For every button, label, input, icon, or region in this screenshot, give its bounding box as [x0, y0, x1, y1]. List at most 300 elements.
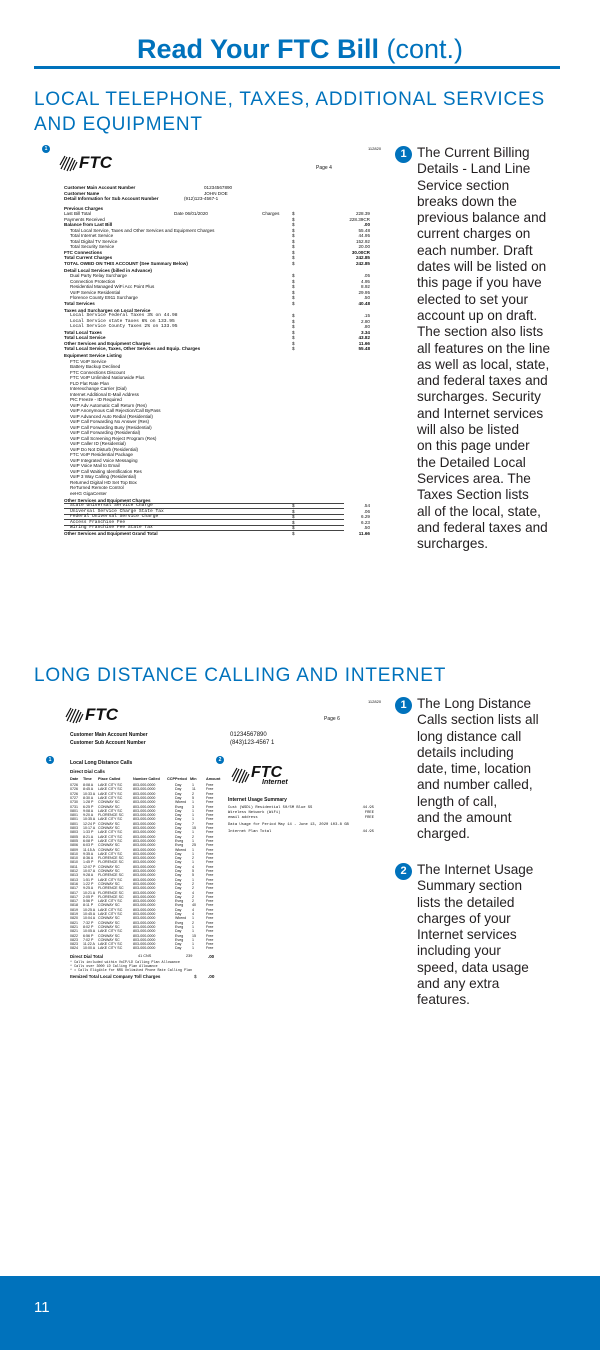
explanation-line: Details - Land Line	[417, 161, 531, 177]
bill-line-label: TOTAL OWED ON THIS ACCOUNT (See Summary Below)	[64, 260, 188, 266]
title-bold: Read Your FTC Bill	[136, 34, 379, 64]
ld-cell: 1	[192, 838, 194, 843]
internet-usage-amount: 44.95	[362, 806, 374, 810]
ld-cell: Free	[206, 813, 214, 818]
ld-cell: Free	[206, 847, 214, 852]
ld-cell: 0818	[70, 903, 78, 908]
bill-line-label: Local Service County Taxes 2% on 133.95	[70, 324, 178, 329]
ld-cell: Day	[175, 860, 182, 865]
ftc-logo-text: FTC	[251, 764, 283, 781]
ld-cell: Free	[206, 873, 214, 878]
ld-cell: Free	[206, 817, 214, 822]
ld-cell: 25	[192, 843, 196, 848]
ld-cell: LAKE CITY SC	[98, 942, 123, 947]
explanation-long-distance	[417, 696, 567, 843]
ld-cell: CONWAY SC	[98, 869, 120, 873]
ld-cell: 803-000-0000	[133, 899, 156, 904]
explanation-internet-usage	[417, 862, 567, 1009]
corner-code: 112820	[368, 146, 382, 151]
ftc-logo-swoosh-icon	[64, 704, 86, 726]
ld-cell: Free	[206, 800, 214, 805]
ld-cell: Day	[175, 881, 182, 886]
account-label: Customer Main Account Number	[70, 732, 148, 738]
ld-cell: CONWAY SC	[98, 800, 120, 805]
bill-line-label: Taxes and Surcharges on Local Service	[64, 307, 151, 313]
ld-cell: 10:17 A	[83, 826, 96, 830]
ld-cell: 803-000-0000	[133, 933, 156, 938]
ld-cell: LAKE CITY SC	[98, 817, 123, 822]
account-label: Customer Sub Account Number	[70, 740, 146, 746]
explanation-line: long distance call	[417, 728, 522, 744]
explanation-line: and the amount	[417, 810, 512, 826]
explanation-line: Summary section	[417, 878, 523, 894]
ld-cell: 9:20 A	[83, 813, 94, 818]
explanation-line: on this page under	[417, 438, 530, 454]
ld-cell: Free	[206, 924, 214, 929]
ld-cell: Free	[206, 838, 214, 843]
bill-sample-local	[34, 143, 380, 573]
ld-cell: LAKE CITY SC	[98, 838, 123, 843]
ld-cell: 10:05 A	[83, 929, 96, 934]
bill-line-amount: 29.95	[358, 289, 370, 295]
explanation-line: and any extra	[417, 976, 500, 992]
ld-header-cell: CCP	[167, 777, 176, 781]
page-title	[0, 34, 600, 65]
ld-cell: 0821	[70, 920, 78, 925]
ld-cell: LAKE CITY SC	[98, 912, 123, 916]
ld-cell: 803-000-0000	[133, 937, 156, 942]
bill-line-label: Equipment Service Listing	[64, 353, 122, 358]
ld-cell: Day	[175, 791, 182, 796]
internet-usage-title: Internet Usage Summary	[228, 797, 287, 803]
bill-line-label: VoIP Call Forwarding (Residential)	[70, 430, 141, 435]
ld-cell: 1:22 P	[83, 881, 94, 886]
ld-cell: 0819	[70, 912, 78, 916]
explanation-line: Taxes Section lists	[417, 487, 529, 503]
bill-line-dollar: $	[292, 211, 295, 216]
ld-cell: 7	[192, 821, 194, 826]
explanation-line: Calls section lists all	[417, 712, 539, 728]
ld-cell: CONWAY SC	[98, 821, 120, 826]
ld-cell: 4	[192, 907, 194, 912]
ftc-logo-swoosh-icon	[58, 152, 80, 174]
bill-line-label: ReTurned Remote Control	[70, 485, 124, 490]
bill-line-amount: 40.48	[358, 300, 370, 306]
ld-cell: 10:35 A	[83, 817, 96, 822]
ld-cell: 2	[192, 856, 194, 861]
ld-cell: Free	[206, 830, 214, 835]
ld-cell: Day	[175, 817, 182, 822]
bill-line-label: Access Franchise Fee	[70, 519, 126, 525]
bill-line-label: VoIP Voice Mail to Email	[70, 463, 120, 468]
ld-cell: Free	[206, 869, 214, 873]
ld-cell: 0817	[70, 886, 78, 891]
bill-line-dollar: $	[292, 530, 295, 536]
bill-line-amount: 242.85	[355, 260, 370, 266]
bill-line-label: Connection Protection	[70, 278, 116, 284]
ld-cell: LAKE CITY SC	[98, 791, 123, 796]
ld-cell: FLORENCE SC	[98, 860, 124, 865]
bill-line-amount: .50	[363, 525, 370, 530]
bill-line-label: VoIP Anonymous Call Rejection/Call ByPass	[70, 408, 161, 413]
ld-footnote: * Calls included within VoIP/LD Calling Plan Allowance	[70, 960, 180, 965]
bill-line-label: VoIP Caller ID (Residential)	[70, 441, 126, 446]
bill-sample-long-distance	[34, 697, 382, 979]
bill-line-dollar: $	[292, 244, 295, 249]
bill-line-label: VoIP Call Screening Reject Program (Res)	[70, 435, 157, 441]
ld-cell: 11	[192, 787, 196, 792]
explanation-line: current charges on	[417, 226, 531, 242]
explanation-line: The section also lists	[417, 324, 544, 340]
internet-usage-amount: FREE	[364, 816, 374, 820]
ld-cell: 0805	[70, 838, 78, 843]
ld-cell: CONWAY SC	[98, 916, 120, 921]
callout-badge: 1	[42, 145, 50, 153]
ld-cell: 0813	[70, 877, 78, 882]
explanation-line: each number. Draft	[417, 242, 533, 258]
ld-cell: LAKE CITY SC	[98, 783, 123, 787]
ld-cell: 0822	[70, 933, 78, 938]
ld-cell: 4	[192, 912, 194, 916]
ld-cell: Free	[206, 787, 214, 792]
ld-grand-total-amount: .00	[208, 973, 215, 979]
ld-grand-total-label: Itemized Total Local Company Toll Charges	[70, 973, 161, 979]
ld-cell: 1	[192, 851, 194, 856]
footer-bar	[0, 1276, 600, 1350]
explanation-line: Service section	[417, 177, 510, 193]
ld-cell: 2	[192, 886, 194, 891]
ld-cell: 803-000-0000	[133, 869, 156, 873]
internet-logo-subtitle: Internet	[262, 779, 288, 786]
ld-cell: 2	[192, 834, 194, 839]
ld-cell: 803-000-0000	[133, 838, 156, 843]
ld-cell: 1	[192, 783, 194, 787]
ld-cell: Day	[175, 869, 182, 873]
ftc-logo-text: FTC	[85, 705, 119, 724]
ld-cell: 9:08 A	[83, 808, 94, 813]
ftc-internet-logo	[230, 764, 310, 794]
ld-cell: Day	[175, 873, 182, 878]
explanation-line: length of call,	[417, 793, 498, 809]
ld-cell: Day	[175, 890, 182, 895]
bill-line-label: Last Bill Total	[64, 211, 91, 216]
ld-cell: 0801	[70, 813, 78, 818]
internet-usage-amount: FREE	[364, 811, 374, 815]
bill-line-amount: 2.80	[361, 318, 370, 324]
bill-line-dollar: $	[292, 313, 295, 318]
ld-cell: 3	[192, 804, 194, 809]
ld-cell: 10:33 A	[83, 791, 96, 796]
ld-cell: 1	[192, 946, 194, 951]
bill-line-label: FTC Connections Discount	[70, 369, 125, 375]
ld-cell: CONWAY SC	[98, 924, 120, 929]
internet-usage-line: Internet Plan Total	[228, 830, 272, 834]
ld-header-cell: Time	[83, 777, 92, 781]
ld-cell: Day	[175, 929, 182, 934]
ld-cell: LAKE CITY SC	[98, 877, 123, 882]
ld-cell: 803-000-0000	[133, 826, 156, 830]
bill-line-dollar: $	[292, 324, 295, 329]
bill-line-dollar: $	[292, 260, 295, 266]
ld-cell: 0811	[70, 864, 78, 869]
ld-cell: 10:25 A	[83, 907, 96, 912]
bill-line-label: FLD Flat Rate Plan	[70, 380, 110, 386]
ld-cell: CONWAY SC	[98, 847, 120, 852]
bill-line-label: Florence County E911 Surcharge	[70, 295, 138, 300]
bill-line-amount: .06	[363, 508, 370, 514]
explanation-current-billing	[417, 145, 567, 552]
ld-cell: 8:08 A	[83, 783, 94, 787]
ld-cell: Eveg	[175, 899, 184, 904]
explanation-line: charged.	[417, 826, 470, 842]
ld-cell: 8:02 P	[83, 924, 94, 929]
bill-line-dollar: $	[292, 508, 295, 514]
bill-line-label: Balance from Last Bill	[64, 222, 113, 227]
ld-cell: 0730	[70, 800, 78, 805]
ftc-logo-swoosh-icon	[230, 764, 252, 786]
bill-line-label: Returned Digital HD Set Top Box	[70, 479, 137, 485]
explanation-line: and federal taxes and	[417, 373, 548, 389]
explanation-line: including your	[417, 943, 501, 959]
explanation-line: speed, data usage	[417, 959, 529, 975]
ld-cell: Free	[206, 946, 214, 951]
ld-cell: 1	[192, 808, 194, 813]
ld-cell: LAKE CITY SC	[98, 899, 123, 904]
ld-cell: Day	[175, 942, 182, 947]
page-number-label: Page 6	[324, 716, 340, 722]
ld-cell: Eveg	[175, 838, 184, 843]
bill-line-label: VoIP Adv Automatic Call Return (Res)	[70, 402, 147, 408]
ld-cell: Free	[206, 851, 214, 856]
bill-line-dollar: $	[292, 300, 295, 306]
ld-cell: FLORENCE SC	[98, 886, 124, 891]
bill-line-label: Other Services and Equipment Charges	[64, 340, 151, 346]
ld-header-cell: Place Called	[98, 777, 121, 781]
ld-cell: Eveg	[175, 924, 184, 929]
bill-line-dollar: $	[292, 525, 295, 530]
bill-line-label: Wiring Franchise Fee State Tax	[70, 525, 153, 530]
ld-total-label: Direct Dial Total	[70, 953, 104, 959]
ld-cell: 8:45 A	[83, 787, 94, 792]
bill-line-label: FTC VoIP Unlimited Nationwide Plus	[70, 375, 145, 380]
ld-cell: Free	[206, 894, 214, 899]
bill-line-dollar: $	[292, 222, 295, 227]
ld-cell: 0810	[70, 856, 78, 861]
bill-line-amount: .54	[363, 503, 370, 508]
ld-cell: 4	[192, 864, 194, 869]
ld-cell: 1:51 P	[83, 877, 94, 882]
ld-cell: Free	[206, 903, 214, 908]
section-heading-line: LOCAL TELEPHONE, TAXES, ADDITIONAL SERVICES	[34, 89, 545, 110]
section-heading-line: AND EQUIPMENT	[34, 114, 203, 135]
ld-cell: 803-000-0000	[133, 929, 156, 934]
ld-cell: LAKE CITY SC	[98, 929, 123, 934]
bill-line-label: FTC Connections	[64, 249, 103, 255]
callout-badge: 1	[46, 756, 54, 764]
ld-cell: 803-000-0000	[133, 916, 156, 921]
ld-cell: 803-000-0000	[133, 800, 156, 805]
bill-line-label: Customer Main Account Number	[64, 185, 136, 190]
ld-cell: 0727	[70, 795, 78, 800]
ld-cell: 1	[192, 942, 194, 947]
corner-code: 112820	[368, 699, 382, 704]
bill-line-label: Total Current Charges	[64, 255, 113, 260]
explanation-line: previous balance and	[417, 210, 547, 226]
ld-cell: 803-000-0000	[133, 881, 156, 886]
ld-cell: 803-000-0000	[133, 864, 156, 869]
ld-cell: 0823	[70, 937, 78, 942]
bill-line-amount: 43.82	[358, 335, 370, 340]
bill-line-label: FTC VoIP Residential Package	[70, 452, 133, 457]
ld-cell: Day	[175, 834, 182, 839]
ld-cell: 15	[192, 933, 196, 938]
ld-cell: CONWAY SC	[98, 864, 120, 869]
ld-cell: Eveg	[175, 933, 184, 938]
ld-cell: 0813	[70, 873, 78, 878]
ld-cell: 1	[192, 916, 194, 921]
ld-cell: 11:22 A	[83, 942, 95, 947]
ld-cell: Day	[175, 821, 182, 826]
ld-cell: Day	[175, 912, 182, 916]
bill-line-amount: 11.66	[358, 340, 370, 346]
ld-cell: Eveg	[175, 937, 184, 942]
ld-cell: Day	[175, 826, 182, 830]
explanation-line: breaks down the	[417, 193, 517, 209]
ld-cell: Free	[206, 804, 214, 809]
ld-cell: 40	[192, 903, 196, 908]
bill-line-dollar: $	[292, 295, 295, 300]
ld-cell: Free	[206, 916, 214, 921]
ld-cell: 10:45 A	[83, 912, 96, 916]
ld-cell: Day	[175, 946, 182, 951]
ld-cell: Eveg	[175, 920, 184, 925]
bill-line-amount: 8.92	[361, 284, 370, 289]
bill-line-label: Total Security Service	[70, 244, 115, 249]
callout-badge: 1	[395, 146, 412, 163]
ld-cell: Eveg	[175, 804, 184, 809]
ld-cell: 0803	[70, 826, 78, 830]
ld-cell: 803-000-0000	[133, 890, 156, 895]
ld-cell: LAKE CITY SC	[98, 851, 123, 856]
internet-usage-line: Data Usage for Period May 14 - June 13, 2020 103.8 GB	[228, 823, 349, 827]
ld-cell: 1	[192, 817, 194, 822]
title-rule	[34, 66, 560, 69]
bill-line-label: Total Local Taxes	[64, 329, 102, 335]
ld-cell: 0809	[70, 847, 78, 852]
account-value: 01234567890	[230, 732, 267, 738]
ld-cell: 0817	[70, 890, 78, 895]
ld-cell: 8:36 A	[83, 856, 94, 861]
ld-cell: 0801	[70, 817, 78, 822]
page-number: 11	[34, 1299, 50, 1316]
ld-cell: 8:11 P	[83, 903, 94, 908]
ld-cell: Free	[206, 886, 214, 891]
bill-line-amount: .00	[363, 222, 370, 227]
ld-cell: 0820	[70, 916, 78, 921]
ld-cell: Free	[206, 821, 214, 826]
bill-line-amount: 152.92	[355, 238, 370, 244]
ld-cell: CONWAY SC	[98, 881, 120, 886]
ld-cell: FLORENCE SC	[98, 894, 124, 899]
ld-cell: 6:03 P	[83, 843, 94, 848]
bill-line-dollar: $	[292, 340, 295, 346]
bill-line-amount: .15	[363, 313, 370, 318]
bill-line-label: VoIP Integrated Voice Messaging	[70, 457, 138, 463]
ld-cell: 0801	[70, 821, 78, 826]
ld-cell: 5:56 P	[83, 899, 94, 904]
ld-cell: 2	[192, 920, 194, 925]
ld-cell: Eveg	[175, 903, 184, 908]
ld-cell: LAKE CITY SC	[98, 830, 123, 835]
bill-line-amount: 11.66	[358, 530, 370, 536]
ld-cell: Free	[206, 933, 214, 938]
ld-cell: Day	[175, 886, 182, 891]
ld-cell: FLORENCE SC	[98, 813, 124, 818]
ld-cell: 2:05 P	[83, 894, 94, 899]
ld-cell: 9:28 A	[83, 873, 94, 878]
explanation-line: as well as local, state,	[417, 356, 550, 372]
explanation-line: all of the local, state,	[417, 503, 541, 519]
ld-cell: 6:08 P	[83, 838, 94, 843]
bill-line-label: PIC Freeze - ID Required	[70, 397, 122, 402]
explanation-line: elected to set your	[417, 291, 529, 307]
ld-cell: CONWAY SC	[98, 920, 120, 925]
ld-cell: 0726	[70, 787, 78, 792]
ld-cell: 1	[192, 877, 194, 882]
ld-cell: 1	[192, 830, 194, 835]
bill-line-label: Total Local Service	[64, 335, 106, 340]
ld-cell: 0816	[70, 881, 78, 886]
bill-line-label: Total Local Service, Taxes and Other Services and Equipment Charges	[70, 227, 215, 233]
bill-line-amount: 3.34	[361, 329, 370, 335]
bill-line-label: State Universal Service Charge	[70, 503, 153, 508]
ld-cell: Day	[175, 851, 182, 856]
bill-line-charges-label: Charges	[262, 211, 280, 216]
ld-cell: 803-000-0000	[133, 783, 156, 787]
explanation-line: the Detailed Local	[417, 454, 526, 470]
bill-line-label: Total Digital TV Service	[70, 238, 118, 244]
bill-line-label: Total Internet Service	[70, 233, 114, 238]
ld-cell: 803-000-0000	[133, 924, 156, 929]
ld-cell: FLORENCE SC	[98, 873, 124, 878]
ld-footnote: * = Calls Eligible for NRG Unlimited Phone Rate Calling Plan	[70, 968, 193, 973]
bill-line-dollar: $	[292, 227, 295, 233]
explanation-line: features.	[417, 992, 470, 1008]
ld-cell: Day	[175, 830, 182, 835]
explanation-line: charges of your	[417, 910, 511, 926]
bill-line-label: eeHG GigaCenter	[70, 490, 107, 496]
ld-cell: 803-000-0000	[133, 886, 156, 891]
bill-line-label: Detail Local Services (billed in Advance)	[64, 267, 152, 273]
ld-cell: 0810	[70, 860, 78, 865]
ld-cell: 10:04 A	[83, 916, 96, 921]
section-heading-local	[34, 87, 545, 137]
account-value: (843)123-4567 1	[230, 740, 275, 746]
bill-line-amount: 30.00CR	[351, 249, 370, 255]
ld-cell: 803-000-0000	[133, 877, 156, 882]
bill-line-dollar: $	[292, 346, 295, 351]
bill-line-amount: 242.85	[355, 255, 370, 260]
bill-line-dollar: $	[292, 255, 295, 260]
ld-cell: Free	[206, 834, 214, 839]
ld-cell: Day	[175, 894, 182, 899]
ld-cell: 4	[192, 890, 194, 895]
ld-cell: 803-000-0000	[133, 808, 156, 813]
ld-cell: 15	[192, 826, 196, 830]
ftc-logo	[58, 152, 128, 174]
ld-cell: 803-000-0000	[133, 830, 156, 835]
bill-line-label: Total Local Service, Taxes, Other Services and Equip. Charges	[64, 346, 201, 351]
